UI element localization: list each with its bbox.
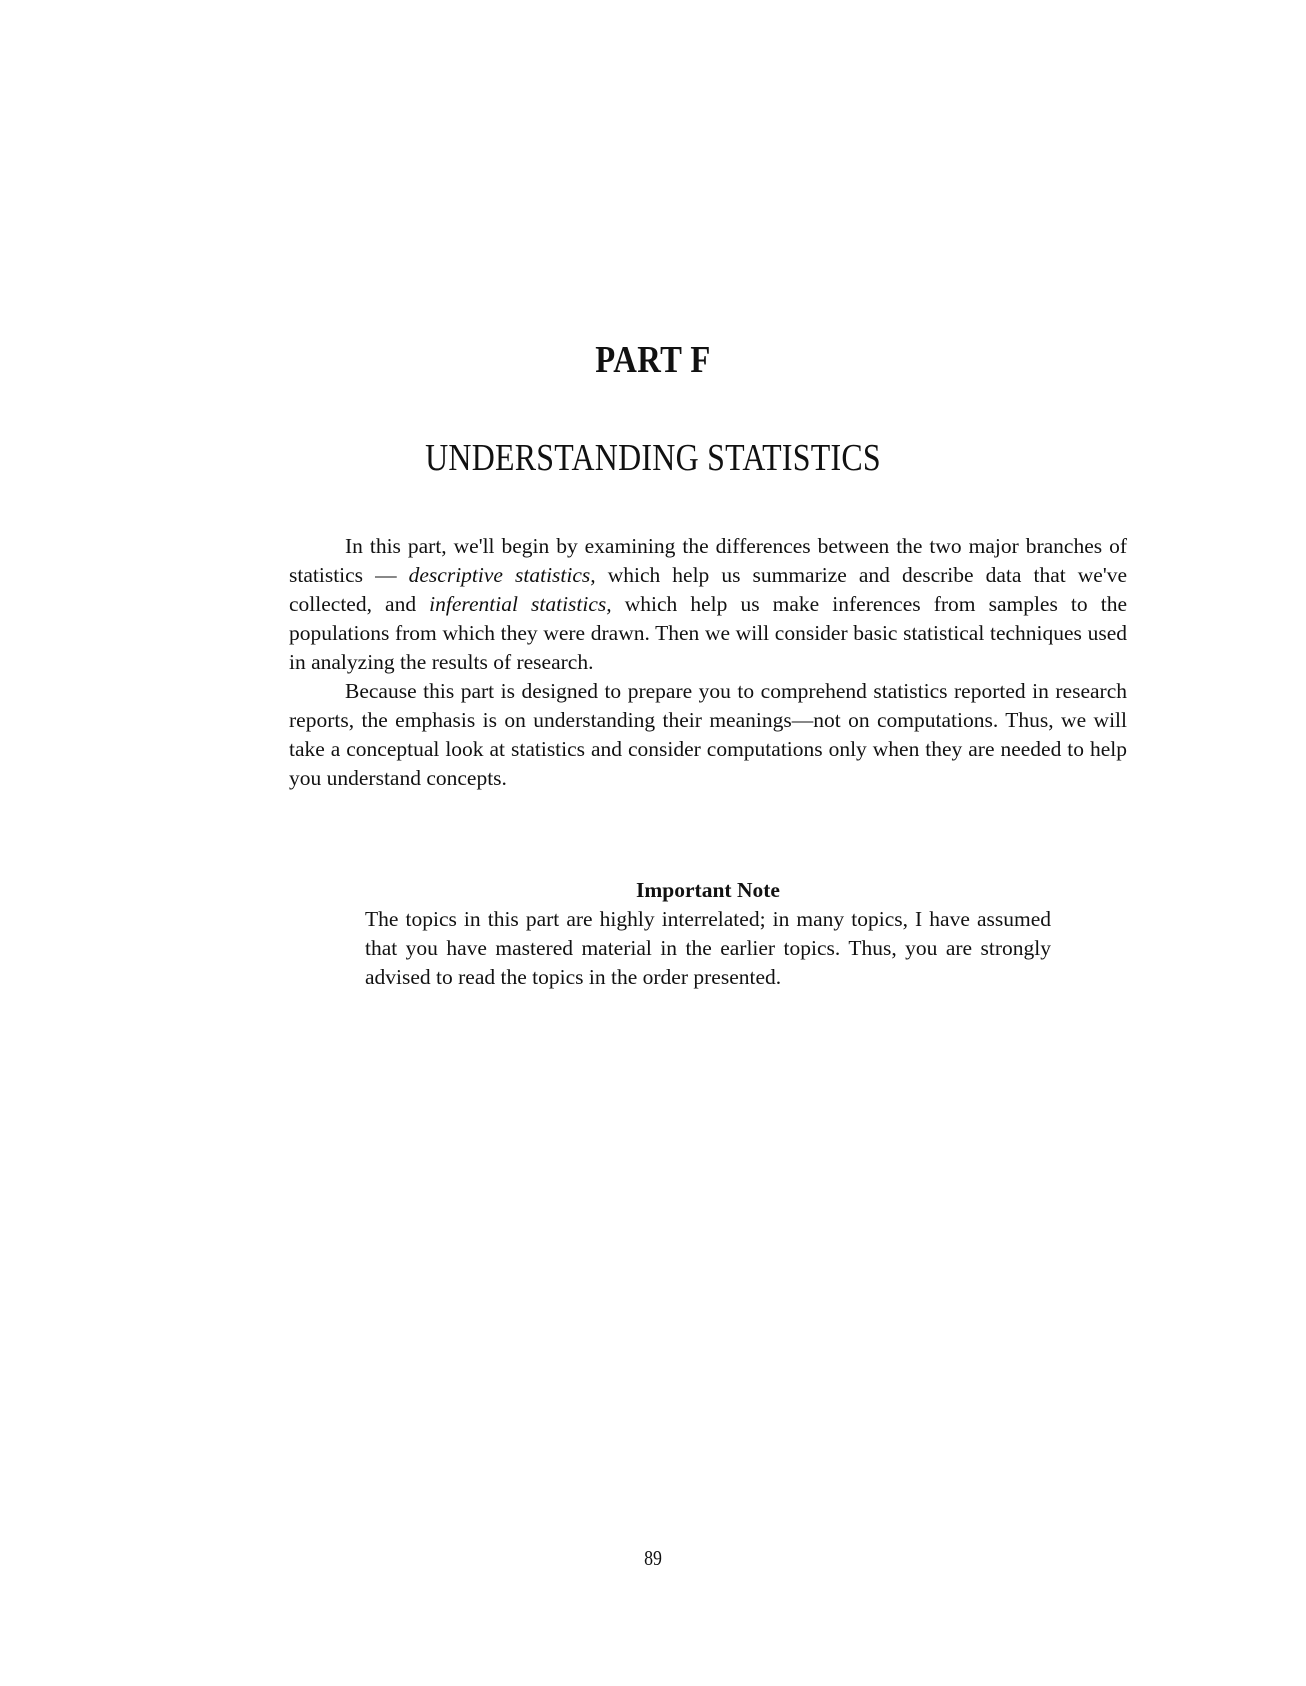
- intro-paragraph-2: Because this part is designed to prepare you to comprehend statistics reported in research reports, the emphasis is on understanding their meanings—not on computations. Thus, we will take a conceptual look at statistics and consider computations only when they are needed to help you understand concepts.: [289, 679, 1127, 790]
- intro-paragraph-1: [289, 532, 1127, 677]
- note-text: The topics in this part are highly interrelated; in many topics, I have assumed that you have mastered material in the earlier topics. Thus, you are strongly advised to read the topics in the order presented.: [365, 907, 1051, 989]
- intro-p1-middle: which help us summarize and describe data that we've collected, and: [289, 563, 1127, 616]
- intro-text: [289, 532, 1127, 793]
- intro-p1-lead: In this part, we'll begin by examining the differences between the two major branches of statistics —: [289, 534, 1127, 587]
- part-title: UNDERSTANDING STATISTICS: [425, 437, 881, 479]
- important-note: [365, 876, 1051, 992]
- part-label: PART F: [595, 339, 711, 381]
- term-descriptive-statistics: descriptive statistics,: [408, 563, 596, 587]
- page-number: 89: [644, 1546, 662, 1570]
- note-heading: Important Note: [636, 878, 780, 902]
- intro-p1-end: which help us make inferences from samples to the populations from which they were drawn. Then we will consider basic statistical techniques used in analyzing the results of research.: [289, 592, 1127, 674]
- term-inferential-statistics: inferential statistics,: [429, 592, 612, 616]
